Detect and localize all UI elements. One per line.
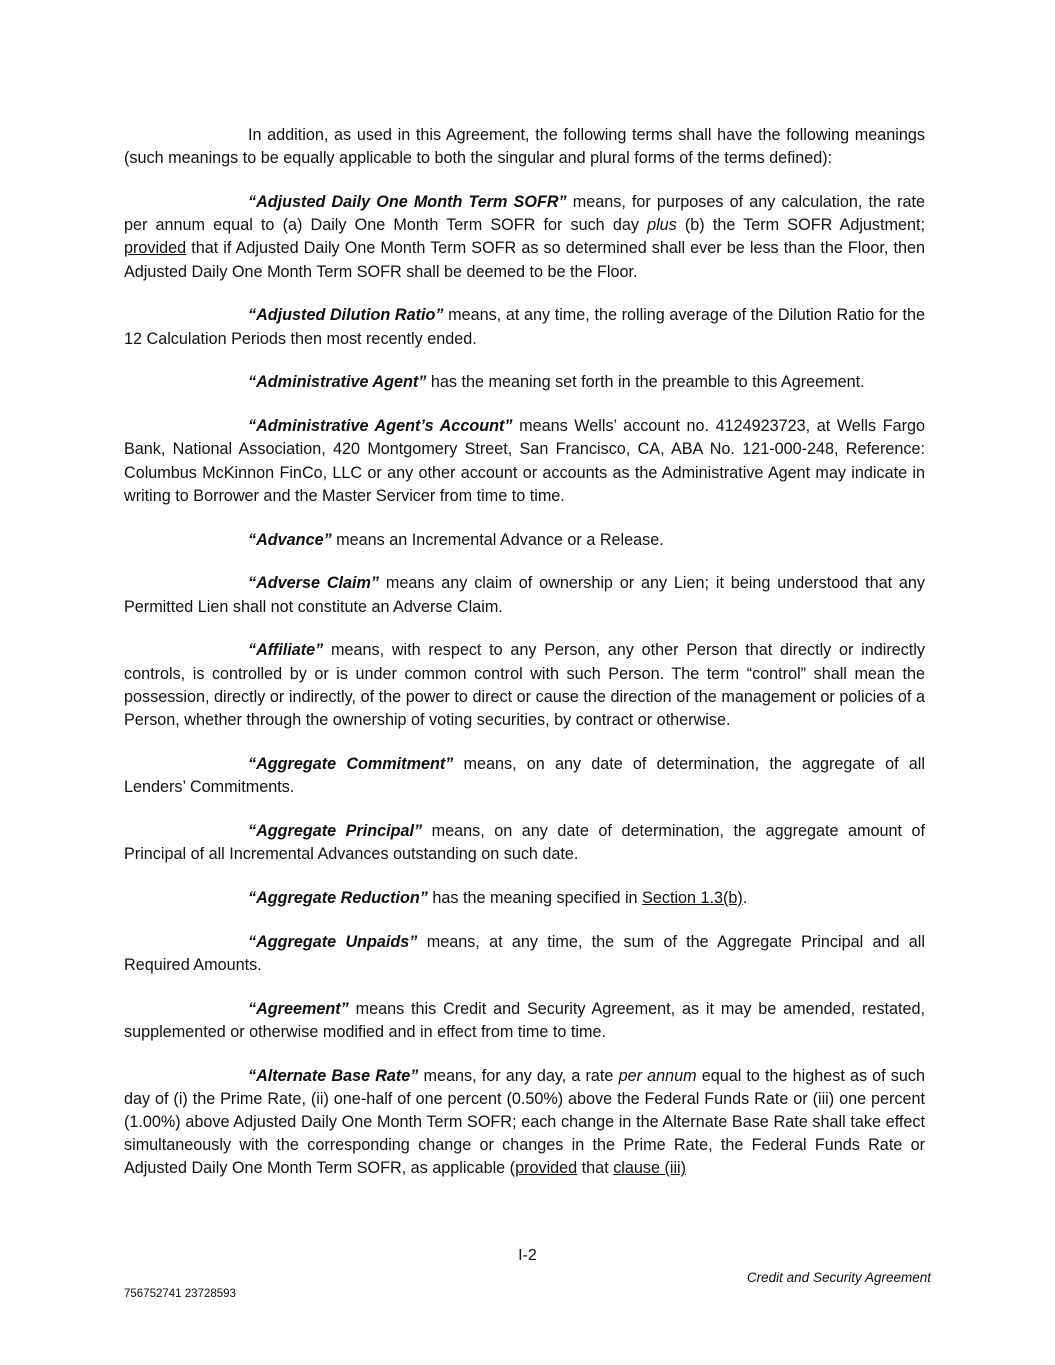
definition-adjusted-dilution-ratio [124, 304, 925, 350]
definition-aggregate-principal [124, 820, 925, 866]
definition-text: equal to the highest as of such day of (i) the Prime Rate, (ii) one-half of one percent (0.50%) above the Federal Funds Rate or (iii) one percent (1.00%) above Adjusted Daily One Month Term SOFR; each change in the Alternate Base Rate shall take effect simultaneously with the corresponding change or changes in the Prime Rate, the Federal Funds Rate or Adjusted Daily One Month Term SOFR, as applicable ( [124, 1066, 925, 1178]
definition-text: means, with respect to any Person, any other Person that directly or indirectly controls, is controlled by or is under common control with such Person. The term “control” shall mean the possession, directly or indirectly, of the power to direct or cause the direction of the management or policies of a Person, whether through the ownership of voting securities, by contract or otherwise. [124, 641, 925, 730]
definition-text: . [742, 888, 748, 907]
defined-term: “Adjusted Dilution Ratio” [248, 306, 444, 325]
definition-text: means, at any time, the rolling average of the Dilution Ratio for the 12 Calculation Periods then most recently ended. [124, 306, 925, 348]
definition-text: has the meaning specified in [427, 888, 643, 907]
definition-administrative-agent [124, 371, 925, 394]
defined-term: “Aggregate Reduction” [248, 888, 428, 907]
definition-adjusted-daily-one-month-term-sofr [124, 191, 925, 284]
definition-italic: per annum [618, 1066, 697, 1085]
definition-text: means, on any date of determination, the aggregate amount of Principal of all Incremental Advances outstanding on such date. [124, 821, 926, 864]
definition-text: means, for any day, a rate [418, 1066, 619, 1085]
footer-document-title: Credit and Security Agreement [746, 1270, 931, 1285]
definition-agreement [124, 998, 925, 1044]
section-reference-link[interactable]: Section 1.3(b) [642, 888, 743, 907]
definition-text: means an Incremental Advance or a Release. [331, 530, 664, 549]
defined-term: “Alternate Base Rate” [248, 1066, 419, 1085]
definition-text: has the meaning set forth in the preamble to this Agreement. [426, 373, 865, 392]
definition-text: (b) the Term SOFR Adjustment; [676, 216, 926, 235]
definition-aggregate-commitment [124, 753, 925, 799]
definition-text: means, for purposes of any calculation, the rate per annum equal to (a) Daily One Month Term SOFR for such day [124, 193, 925, 235]
definition-text: that [577, 1159, 614, 1178]
defined-term: “Aggregate Unpaids” [248, 932, 418, 951]
definition-underlined: clause (iii) [613, 1159, 687, 1178]
defined-term: “Advance” [248, 530, 332, 549]
definition-underlined: provided [124, 239, 187, 258]
definition-text: means this Credit and Security Agreement, as it may be amended, restated, supplemented or otherwise modified and in effect from time to time. [124, 999, 925, 1041]
definition-administrative-agents-account [124, 415, 925, 508]
defined-term: “Affiliate” [248, 641, 324, 660]
definition-alternate-base-rate [124, 1065, 925, 1181]
intro-text: In addition, as used in this Agreement, the following terms shall have the following meanings (such meanings to be equally applicable to both the singular and plural forms of the terms defined): [124, 126, 925, 168]
definition-affiliate [124, 639, 925, 732]
definition-aggregate-unpaids [124, 931, 925, 977]
definition-adverse-claim [124, 572, 925, 618]
definition-text: means, on any date of determination, the aggregate of all Lenders’ Commitments. [124, 754, 925, 797]
defined-term: “Aggregate Principal” [248, 821, 423, 840]
definition-italic: plus [647, 216, 677, 235]
defined-term: “Agreement” [248, 999, 349, 1018]
page-number: I-2 [518, 1247, 537, 1264]
definition-advance [124, 529, 925, 552]
definition-text: means Wells’ account no. 4124923723, at Wells Fargo Bank, National Association, 420 Montgomery Street, San Francisco, CA, ABA No. 121-000-248, Reference: Columbus McKinnon FinCo, LLC or any other account or accounts as the Administrative Agent may indicate in writing to Borrower and the Master Servicer from time to time. [124, 417, 925, 505]
definition-text: means any claim of ownership or any Lien; it being understood that any Permitted Lien shall not constitute an Adverse Claim. [124, 574, 926, 616]
document-id: 756752741 23728593 [124, 1288, 236, 1300]
defined-term: “Aggregate Commitment” [248, 754, 454, 773]
defined-term: “Administrative Agent’s Account” [248, 417, 513, 436]
intro-paragraph [124, 124, 925, 170]
definition-text: that if Adjusted Daily One Month Term SOFR as so determined shall ever be less than the Floor, then Adjusted Daily One Month Term SOFR shall be deemed to be the Floor. [124, 239, 925, 281]
defined-term: “Adjusted Daily One Month Term SOFR” [248, 193, 567, 211]
definition-aggregate-reduction [124, 887, 925, 910]
defined-term: “Administrative Agent” [248, 373, 427, 392]
defined-term: “Adverse Claim” [248, 574, 379, 593]
document-body [124, 124, 925, 1201]
definition-text: means, at any time, the sum of the Aggregate Principal and all Required Amounts. [124, 932, 925, 974]
definition-underlined: provided [515, 1159, 578, 1178]
